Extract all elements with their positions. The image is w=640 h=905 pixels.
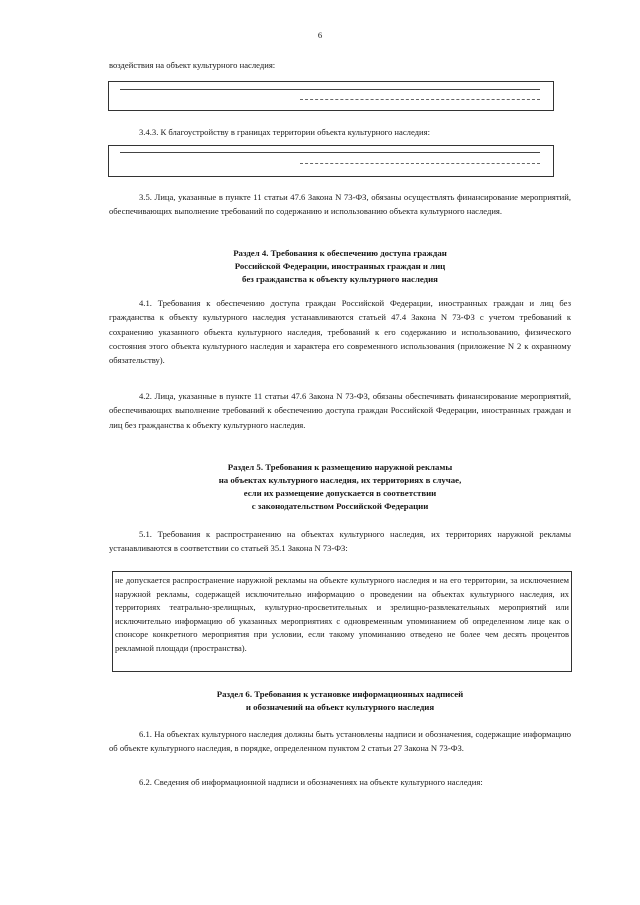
paragraph-3-5: 3.5. Лица, указанные в пункте 11 статьи 47.6 Закона N 73-ФЗ, обязаны осуществлять финансирование мероприятий, обеспечивающих выполнение требований по содержанию и использованию объекта культурного наследия.: [109, 192, 571, 217]
section-4-heading: [109, 247, 571, 286]
form-line: [300, 99, 540, 100]
paragraph-3-4-3: 3.4.3. К благоустройству в границах территории объекта культурного наследия:: [139, 127, 430, 137]
section-5-heading: [109, 461, 571, 513]
paragraph-5-1: 5.1. Требования к распространению на объектах культурного наследия, их территориях наружной рекламы устанавливаются в соответствии со статьей 35.1 Закона N 73-ФЗ:: [109, 529, 571, 554]
form-box-impact: [108, 81, 554, 111]
section-6-heading-line: и обозначений на объект культурного наследия: [245, 702, 435, 712]
section-4-heading-line: Раздел 4. Требования к обеспечению доступа граждан: [233, 248, 447, 258]
paragraph-6-1: 6.1. На объектах культурного наследия должны быть установлены надписи и обозначения, содержащие информацию об объекте культурного наследия, в порядке, определенном пунктом 2 статьи 27 Закона N 73-ФЗ.: [109, 729, 571, 754]
paragraph-6-2: 6.2. Сведения об информационной надписи и обозначениях на объекте культурного наследия:: [139, 777, 483, 787]
section-5-heading-line: Раздел 5. Требования к размещению наружной рекламы: [227, 462, 453, 472]
section-4-heading-line: Российской Федерации, иностранных граждан и лиц: [234, 261, 446, 271]
section-6-heading-line: Раздел 6. Требования к установке информационных надписей: [216, 689, 464, 699]
section-5-heading-line: если их размещение допускается в соответствии: [243, 488, 437, 498]
advertising-rule-text: не допускается распространение наружной рекламы на объекте культурного наследия и на его территории, за исключением наружной рекламы, содержащей исключительно информацию о проведении на объектах культурного наследия, их территориях театрально-зрелищных, культурно-просветительных и зрелищно-развлекательных мероприятий или исключительно информацию об указанных мероприятиях с одновременным упоминанием об определенном лице как о спонсоре конкретного мероприятия при условии, если такому упоминанию отведено не более чем десять процентов рекламной площади (пространства).: [115, 575, 569, 653]
form-line: [120, 152, 540, 153]
paragraph-impact-tail: воздействия на объект культурного наследия:: [109, 60, 276, 70]
paragraph-4-2: 4.2. Лица, указанные в пункте 11 статьи 47.6 Закона N 73-ФЗ, обязаны обеспечивать финансирование мероприятий, обеспечивающих выполнение требований к обеспечению доступа граждан Российской Федерации, иностранных граждан и лиц без гражданства к объекту культурного наследия.: [109, 391, 571, 430]
form-line: [300, 163, 540, 164]
section-6-heading: [109, 688, 571, 714]
section-4-heading-line: без гражданства к объекту культурного наследия: [242, 274, 438, 284]
page-number: 6: [317, 30, 323, 40]
section-5-heading-line: на объектах культурного наследия, их территориях в случае,: [218, 475, 462, 485]
form-line: [120, 89, 540, 90]
section-5-heading-line: с законодательством Российской Федерации: [251, 501, 429, 511]
paragraph-4-1: 4.1. Требования к обеспечению доступа граждан Российской Федерации, иностранных граждан и лиц без гражданства к объекту культурного наследия устанавливаются статьей 47.4 Закона N 73-ФЗ с учетом требований к сохранению указанного объекта культурного наследия, требований к его содержанию и использованию, физического состояния этого объекта культурного наследия и характера его современного использования (приложение N 2 к охранному обязательству).: [109, 298, 571, 366]
form-box-improvement: [108, 145, 554, 177]
